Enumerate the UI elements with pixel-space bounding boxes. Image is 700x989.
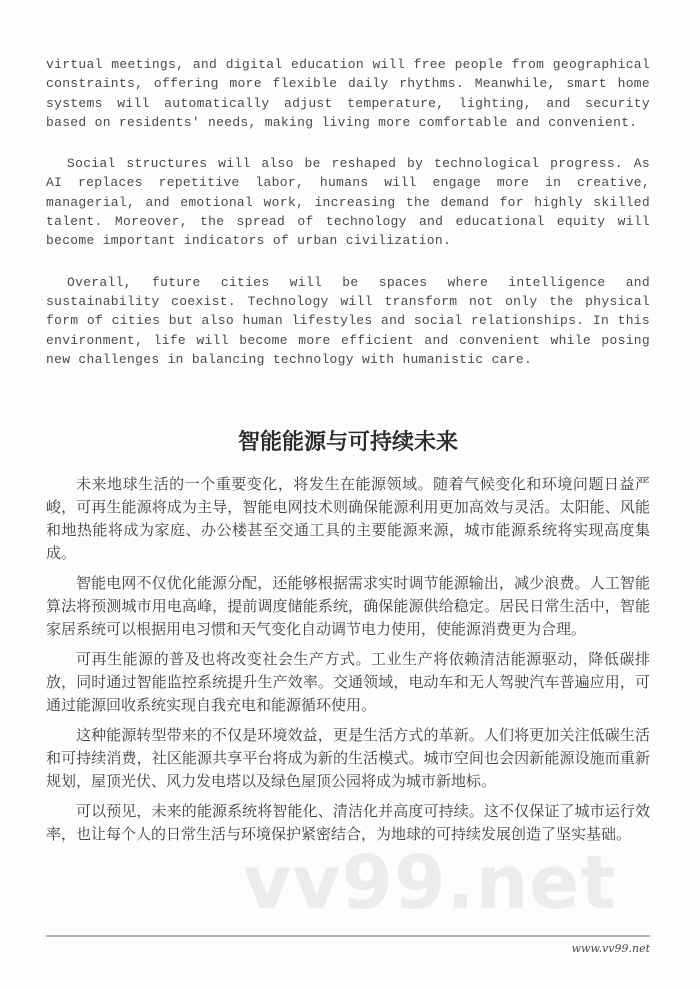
chinese-paragraph: 未来地球生活的一个重要变化，将发生在能源领域。随着气候变化和环境问题日益严峻，可再生能源将成为主导，智能电网技术则确保能源利用更加高效与灵活。太阳能、风能和地热能将成为家庭、办公楼甚至交通工具的主要能源来源，城市能源系统将实现高度集成。 bbox=[46, 475, 650, 563]
english-article-section bbox=[46, 0, 650, 369]
english-paragraph: Social structures will also be reshaped by technological progress. As AI replaces repetitive labor, humans will engage more in creative, managerial, and emotional work, increasing the demand for highly skilled talent. Moreover, the spread of technology and educational equity will become important indicators of urban civilization. bbox=[46, 156, 650, 249]
english-paragraph: Overall, future cities will be spaces where intelligence and sustainability coexist. Technology will transform not only the physical form of cities but also human lifestyles and social relationships. In this environment, life will become more efficient and convenient while posing new challenges in balancing technology with humanistic care. bbox=[46, 274, 650, 367]
chinese-article-section bbox=[46, 427, 650, 846]
chinese-paragraph: 这种能源转型带来的不仅是环境效益，更是生活方式的革新。人们将更加关注低碳生活和可持续消费，社区能源共享平台将成为新的生活模式。城市空间也会因新能源设施而重新规划，屋顶光伏、风力发电塔以及绿色屋顶公园将成为城市新地标。 bbox=[46, 726, 650, 791]
chinese-paragraph: 可以预见，未来的能源系统将智能化、清洁化并高度可持续。这不仅保证了城市运行效率，也让每个人的日常生活与环境保护紧密结合，为地球的可持续发展创造了坚实基础。 bbox=[46, 802, 650, 844]
footer-website-url: www.vv99.net bbox=[571, 942, 650, 955]
footer-divider-line bbox=[46, 935, 650, 937]
chinese-paragraph: 可再生能源的普及也将改变社会生产方式。工业生产将依赖清洁能源驱动，降低碳排放，同时通过智能监控系统提升生产效率。交通领域，电动车和无人驾驶汽车普遍应用，可通过能源回收系统实现自我充电和能源循环使用。 bbox=[46, 650, 650, 715]
page-content bbox=[46, 0, 650, 853]
chinese-paragraph: 智能电网不仅优化能源分配，还能够根据需求实时调节能源输出，减少浪费。人工智能算法将预测城市用电高峰，提前调度储能系统，确保能源供给稳定。居民日常生活中，智能家居系统可以根据用电习惯和天气变化自动调节电力使用，使能源消费更为合理。 bbox=[46, 574, 650, 639]
article-title: 智能能源与可持续未来 bbox=[237, 429, 458, 456]
english-paragraph-continuation: virtual meetings, and digital education will free people from geographical constraints, offering more flexible daily rhythms. Meanwhile, smart home systems will automatically adjust temperature, lighting, and security based on residents' needs, making living more comfortable and convenient. bbox=[46, 57, 650, 130]
watermark: vv99.net bbox=[243, 840, 617, 926]
